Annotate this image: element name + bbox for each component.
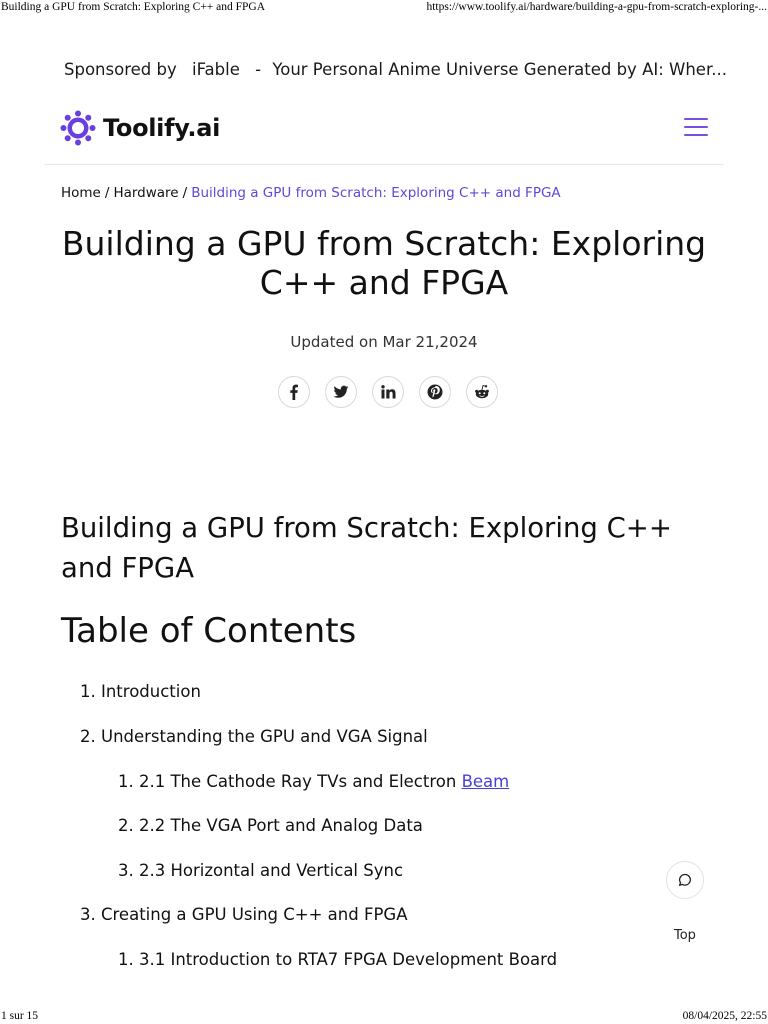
hamburger-menu-icon[interactable] — [684, 116, 708, 138]
toc-item[interactable]: 1. 2.1 The Cathode Ray TVs and Electron Beam — [118, 772, 510, 791]
print-page-number: 1 sur 15 — [1, 1010, 39, 1022]
toc-item[interactable]: 2. 2.2 The VGA Port and Analog Data — [118, 816, 423, 835]
sponsor-label: Sponsored by — [64, 60, 177, 79]
print-header-url: https://www.toolify.ai/hardware/building-a-gpu-from-scratch-exploring-... — [426, 1, 767, 13]
reddit-share-button[interactable] — [466, 376, 498, 408]
toc-item[interactable]: 2. Understanding the GPU and VGA Signal — [80, 727, 428, 746]
beam-link[interactable]: Beam — [461, 772, 510, 791]
pinterest-icon — [427, 384, 443, 400]
toc-heading: Table of Contents — [61, 611, 357, 651]
sponsor-banner[interactable] — [64, 60, 727, 79]
breadcrumb-home[interactable]: Home — [61, 185, 101, 201]
print-header-title: Building a GPU from Scratch: Exploring C++ and FPGA — [1, 1, 266, 13]
breadcrumb-current[interactable]: Building a GPU from Scratch: Exploring C++ and FPGA — [191, 185, 561, 201]
comment-icon — [678, 873, 692, 887]
toc-item[interactable]: 1. Introduction — [80, 682, 201, 701]
comment-button[interactable] — [666, 861, 704, 899]
linkedin-icon — [380, 384, 396, 400]
reddit-icon — [474, 384, 490, 400]
sponsor-text[interactable]: Your Personal Anime Universe Generated by AI: Wher... — [272, 60, 727, 79]
sponsor-separator: - — [255, 60, 262, 79]
breadcrumb-separator: / — [104, 185, 110, 201]
page-title: Building a GPU from Scratch: Exploring C++ and FPGA — [61, 224, 707, 302]
breadcrumb-category[interactable]: Hardware — [113, 185, 179, 201]
article-title: Building a GPU from Scratch: Exploring C++ and FPGA — [61, 512, 672, 584]
linkedin-share-button[interactable] — [372, 376, 404, 408]
toc-item[interactable]: 3. 2.3 Horizontal and Vertical Sync — [118, 861, 404, 880]
site-header — [44, 108, 724, 165]
updated-date: Updated on Mar 21,2024 — [290, 333, 478, 351]
twitter-share-button[interactable] — [325, 376, 357, 408]
twitter-icon — [333, 384, 349, 400]
print-footer — [0, 1008, 768, 1024]
site-logo[interactable] — [60, 110, 220, 146]
breadcrumb — [61, 185, 561, 201]
logo-text: Toolify.ai — [103, 114, 221, 142]
facebook-share-button[interactable] — [278, 376, 310, 408]
sponsor-brand[interactable]: iFable — [191, 60, 240, 79]
back-to-top-button[interactable]: Top — [674, 928, 696, 943]
print-datetime: 08/04/2025, 22:55 — [682, 1010, 767, 1022]
toc-item[interactable]: 1. 3.1 Introduction to RTA7 FPGA Development Board — [118, 950, 558, 969]
toolify-logo-icon — [60, 110, 96, 146]
print-header — [0, 0, 768, 16]
toc-item[interactable]: 3. Creating a GPU Using C++ and FPGA — [80, 905, 408, 924]
pinterest-share-button[interactable] — [419, 376, 451, 408]
facebook-icon — [286, 384, 302, 400]
share-buttons — [278, 376, 498, 408]
breadcrumb-separator: / — [182, 185, 188, 201]
